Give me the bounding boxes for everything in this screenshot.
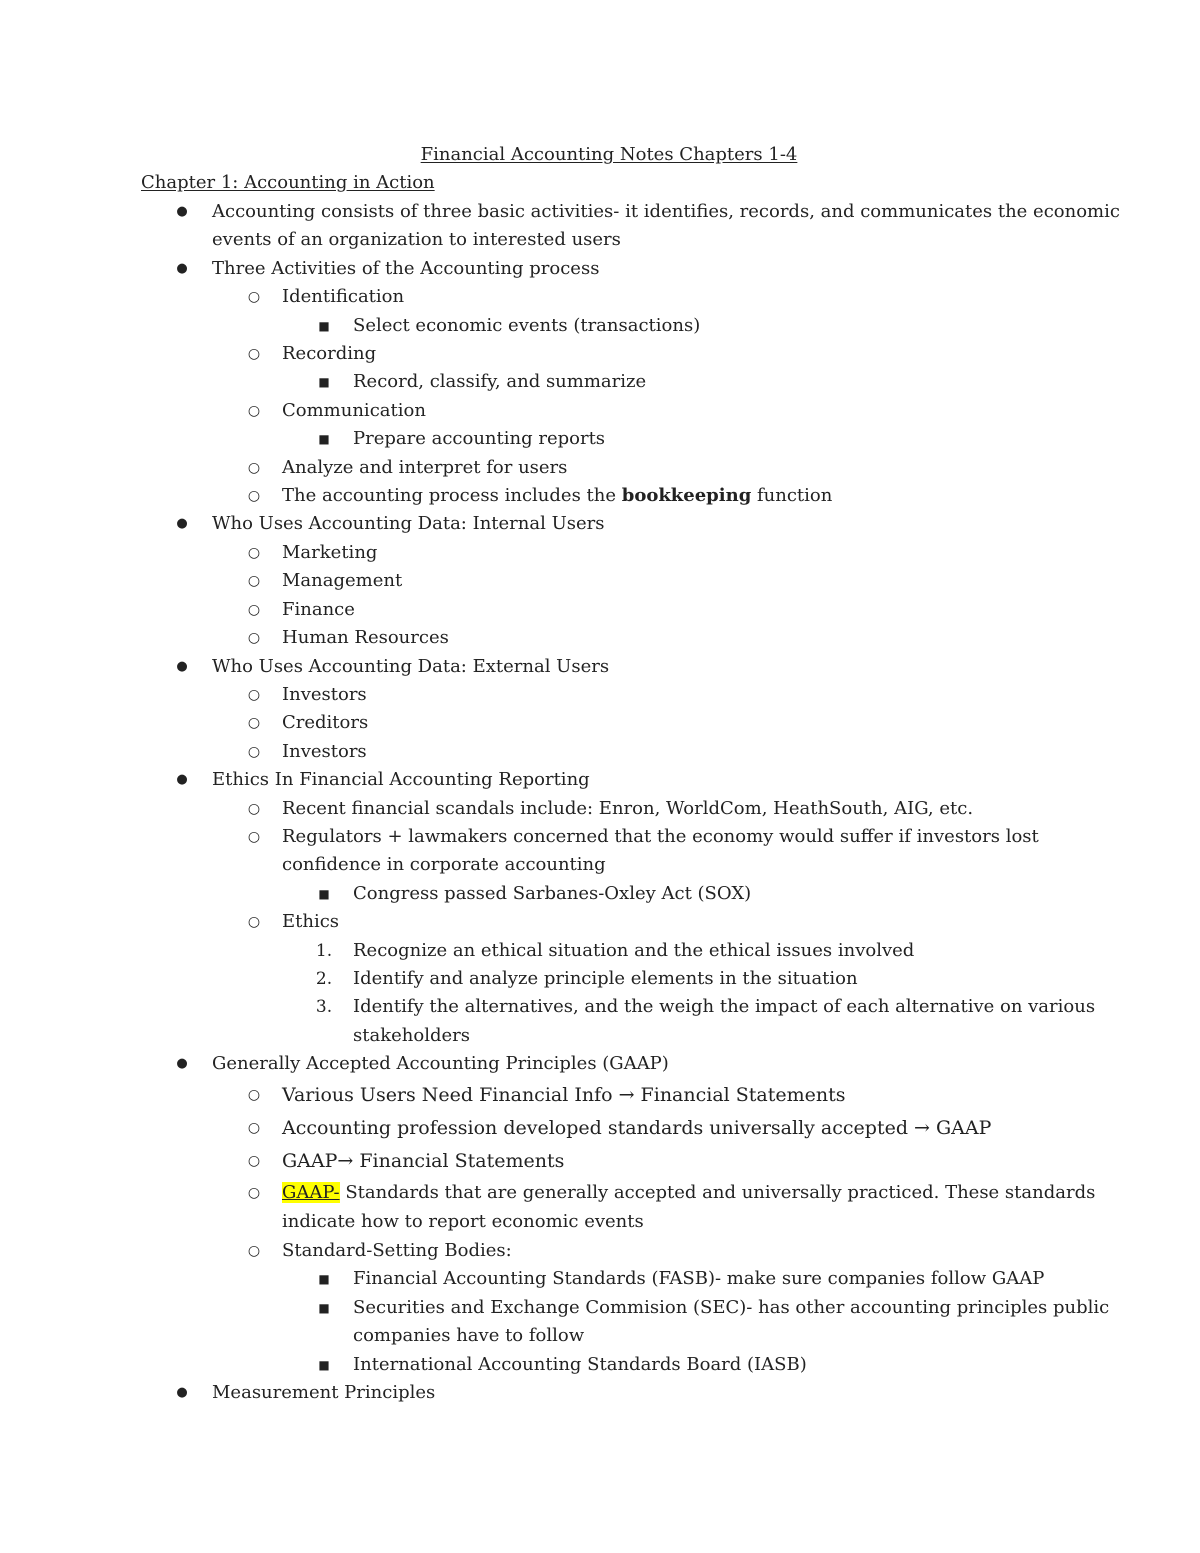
list-item: ○ The accounting process includes the bookkeeping function — [0, 482, 1200, 510]
list-item: ○ Marketing — [0, 539, 1200, 567]
list-item: ○ Investors — [0, 738, 1200, 766]
list-item: ■ Securities and Exchange Commision (SEC)- has other accounting principles public — [0, 1294, 1200, 1322]
page-title: Financial Accounting Notes Chapters 1-4 — [420, 144, 798, 165]
circle-marker: ○ — [247, 715, 261, 732]
list-item: ○ Recent financial scandals include: Enron, WorldCom, HeathSouth, AIG, etc. — [0, 795, 1200, 823]
circle-marker: ○ — [247, 828, 261, 845]
list-item: ○ Communication — [0, 397, 1200, 425]
list-item: ● Who Uses Accounting Data: External Users — [0, 653, 1200, 681]
bullet-marker: ● — [176, 658, 188, 674]
circle-marker: ○ — [247, 601, 261, 618]
circle-marker: ○ — [247, 1086, 261, 1103]
list-item: ● Three Activities of the Accounting process — [0, 255, 1200, 283]
list-item: ○ Finance — [0, 596, 1200, 624]
list-item: ○ Recording — [0, 340, 1200, 368]
circle-marker: ○ — [247, 630, 261, 647]
list-item-continuation: indicate how to report economic events — [282, 1211, 644, 1233]
list-item: ○ GAAP- Standards that are generally accepted and universally practiced. These standards — [0, 1178, 1200, 1208]
list-item: ■ Select economic events (transactions) — [0, 312, 1200, 340]
circle-marker: ○ — [247, 743, 261, 760]
list-item: ● Accounting consists of three basic activities- it identifies, records, and communicates the economic — [0, 198, 1200, 226]
circle-marker: ○ — [247, 686, 261, 703]
bullet-marker: ● — [176, 516, 188, 532]
list-item-continuation: confidence in corporate accounting — [282, 854, 606, 876]
bullet-marker: ● — [176, 772, 188, 788]
list-item: ○ Ethics — [0, 908, 1200, 936]
circle-marker: ○ — [247, 1242, 261, 1259]
list-item: ○ Identification — [0, 283, 1200, 311]
circle-marker: ○ — [247, 1185, 261, 1202]
list-item: ■ Financial Accounting Standards (FASB)- make sure companies follow GAAP — [0, 1265, 1200, 1293]
square-marker: ■ — [318, 375, 330, 390]
list-item: ■ Congress passed Sarbanes-Oxley Act (SOX) — [0, 880, 1200, 908]
bold-term: bookkeeping — [621, 485, 752, 507]
square-marker: ■ — [318, 432, 330, 447]
number-marker: 3. — [315, 997, 333, 1018]
circle-marker: ○ — [247, 459, 261, 476]
circle-marker: ○ — [247, 346, 261, 363]
circle-marker: ○ — [247, 488, 261, 505]
numbered-item: 1. Recognize an ethical situation and the ethical issues involved — [0, 937, 1200, 965]
list-item: ○ Creditors — [0, 709, 1200, 737]
square-marker: ■ — [318, 318, 330, 333]
list-item: ● Measurement Principles — [0, 1379, 1200, 1407]
circle-marker: ○ — [247, 544, 261, 561]
chapter-heading: Chapter 1: Accounting in Action — [141, 172, 435, 193]
bullet-marker: ● — [176, 260, 188, 276]
list-item: ○ Regulators + lawmakers concerned that the economy would suffer if investors lost — [0, 823, 1200, 851]
list-item-continuation: events of an organization to interested users — [212, 229, 621, 251]
list-item: ○ Management — [0, 567, 1200, 595]
list-item: ● Ethics In Financial Accounting Reporting — [0, 766, 1200, 794]
notes-list — [0, 198, 1200, 1407]
circle-marker: ○ — [247, 1119, 261, 1136]
number-marker: 1. — [315, 940, 333, 961]
square-marker: ■ — [318, 1357, 330, 1372]
circle-marker: ○ — [247, 573, 261, 590]
list-item: ○ Various Users Need Financial Info → Financial Statements — [0, 1079, 1200, 1112]
list-item-continuation: stakeholders — [353, 1024, 470, 1046]
list-item: ○ Human Resources — [0, 624, 1200, 652]
square-marker: ■ — [318, 886, 330, 901]
list-item: ● Generally Accepted Accounting Principles (GAAP) — [0, 1050, 1200, 1078]
highlighted-term: GAAP- — [282, 1182, 340, 1204]
bullet-marker: ● — [176, 1384, 188, 1400]
bullet-marker: ● — [176, 1056, 188, 1072]
square-marker: ■ — [318, 1300, 330, 1315]
bullet-marker: ● — [176, 204, 188, 219]
circle-marker: ○ — [247, 289, 261, 306]
list-item: ○ Standard-Setting Bodies: — [0, 1237, 1200, 1265]
list-item: ○ Analyze and interpret for users — [0, 454, 1200, 482]
list-item: ■ Record, classify, and summarize — [0, 368, 1200, 396]
list-item: ■ Prepare accounting reports — [0, 425, 1200, 453]
list-item: ○ Investors — [0, 681, 1200, 709]
list-item: ● Who Uses Accounting Data: Internal Users — [0, 510, 1200, 538]
square-marker: ■ — [318, 1272, 330, 1287]
list-item: ○ Accounting profession developed standards universally accepted → GAAP — [0, 1112, 1200, 1145]
list-item-continuation: companies have to follow — [353, 1325, 585, 1347]
number-marker: 2. — [315, 968, 333, 989]
circle-marker: ○ — [247, 800, 261, 817]
list-item: ○ GAAP→ Financial Statements — [0, 1145, 1200, 1178]
list-item: ■ International Accounting Standards Board (IASB) — [0, 1351, 1200, 1379]
circle-marker: ○ — [247, 402, 261, 419]
circle-marker: ○ — [247, 914, 261, 931]
circle-marker: ○ — [247, 1153, 261, 1170]
numbered-item: 3. Identify the alternatives, and the weigh the impact of each alternative on various — [0, 993, 1200, 1021]
numbered-item: 2. Identify and analyze principle elements in the situation — [0, 965, 1200, 993]
